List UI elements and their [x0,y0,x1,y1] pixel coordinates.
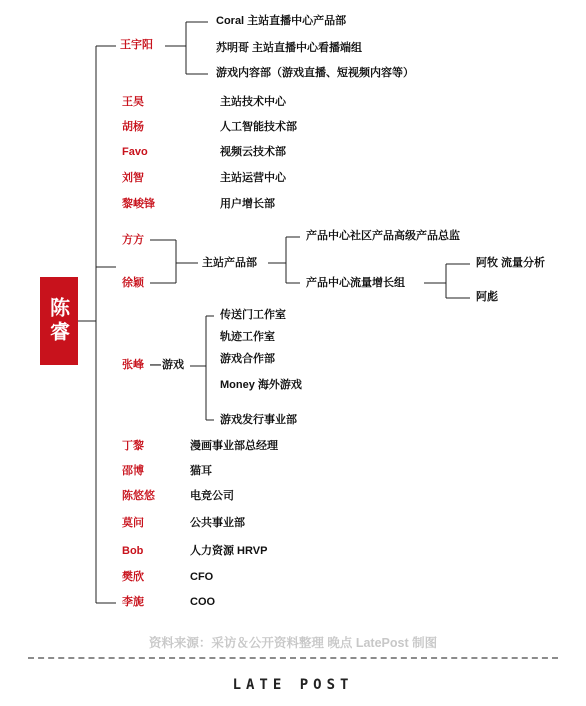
dept-cfo: CFO [190,571,214,583]
node-zhang-feng: 张峰 [122,359,144,371]
node-mo-wen: 莫问 [122,517,144,529]
node-game-publishing: 游戏发行事业部 [220,414,297,426]
dept-main-operations: 主站运营中心 [220,172,286,184]
zhang-feng-games-label: 游戏 [162,359,184,371]
node-main-product-dept: 主站产品部 [202,257,257,269]
node-ding-li: 丁黎 [122,440,144,452]
dept-main-tech-center: 主站技术中心 [220,96,286,108]
node-a-biao: 阿彪 [476,291,498,303]
latepost-logo: LATE POST [232,677,354,693]
node-fang-fang: 方方 [122,234,144,246]
dept-video-cloud: 视频云技术部 [220,146,286,158]
node-li-junfeng: 黎峻锋 [122,198,155,210]
dashed-divider [28,657,558,659]
node-money-overseas-games: Money 海外游戏 [220,379,302,391]
node-trajectory-studio: 轨迹工作室 [220,331,275,343]
dept-user-growth: 用户增长部 [220,198,275,210]
node-portal-studio: 传送门工作室 [220,309,286,321]
dept-maoer: 猫耳 [190,465,212,477]
node-game-cooperation: 游戏合作部 [220,353,275,365]
root-node-chen-rui: 陈睿 [40,277,78,365]
node-coral-live-product: Coral 主站直播中心产品部 [216,15,347,27]
node-li-xuan: 李旎 [122,596,144,608]
dept-hr-vp: 人力资源 HRVP [190,545,268,557]
dept-coo: COO [190,596,216,608]
node-shao-bo: 邵博 [122,465,144,477]
node-favo: Favo [122,146,148,158]
dept-esports: 电竞公司 [190,490,234,502]
node-su-ming-ge: 苏明哥 主站直播中心看播端组 [216,42,363,54]
node-chen-youyou: 陈悠悠 [122,490,155,502]
node-bob: Bob [122,545,144,557]
dept-comics-gm: 漫画事业部总经理 [190,440,278,452]
node-fan-xin: 樊欣 [122,571,144,583]
node-hu-yang: 胡杨 [122,121,144,133]
node-community-product-director: 产品中心社区产品高级产品总监 [306,230,460,242]
source-note: 资料来源：采访＆公开资料整理 晚点 LatePost 制图 [148,636,438,650]
node-xu-ying: 徐颖 [122,277,144,289]
node-wang-hao: 王昊 [122,96,144,108]
node-traffic-growth-group: 产品中心流量增长组 [306,277,405,289]
dept-ai-tech: 人工智能技术部 [220,121,297,133]
dash-mark: — [150,359,161,371]
node-game-content: 游戏内容部（游戏直播、短视频内容等） [216,67,414,79]
dept-public-affairs: 公共事业部 [190,517,245,529]
node-a-mu: 阿牧 流量分析 [476,257,546,269]
node-liu-zhi: 刘智 [122,172,144,184]
node-wang-yuyang: 王宇阳 [120,39,153,51]
